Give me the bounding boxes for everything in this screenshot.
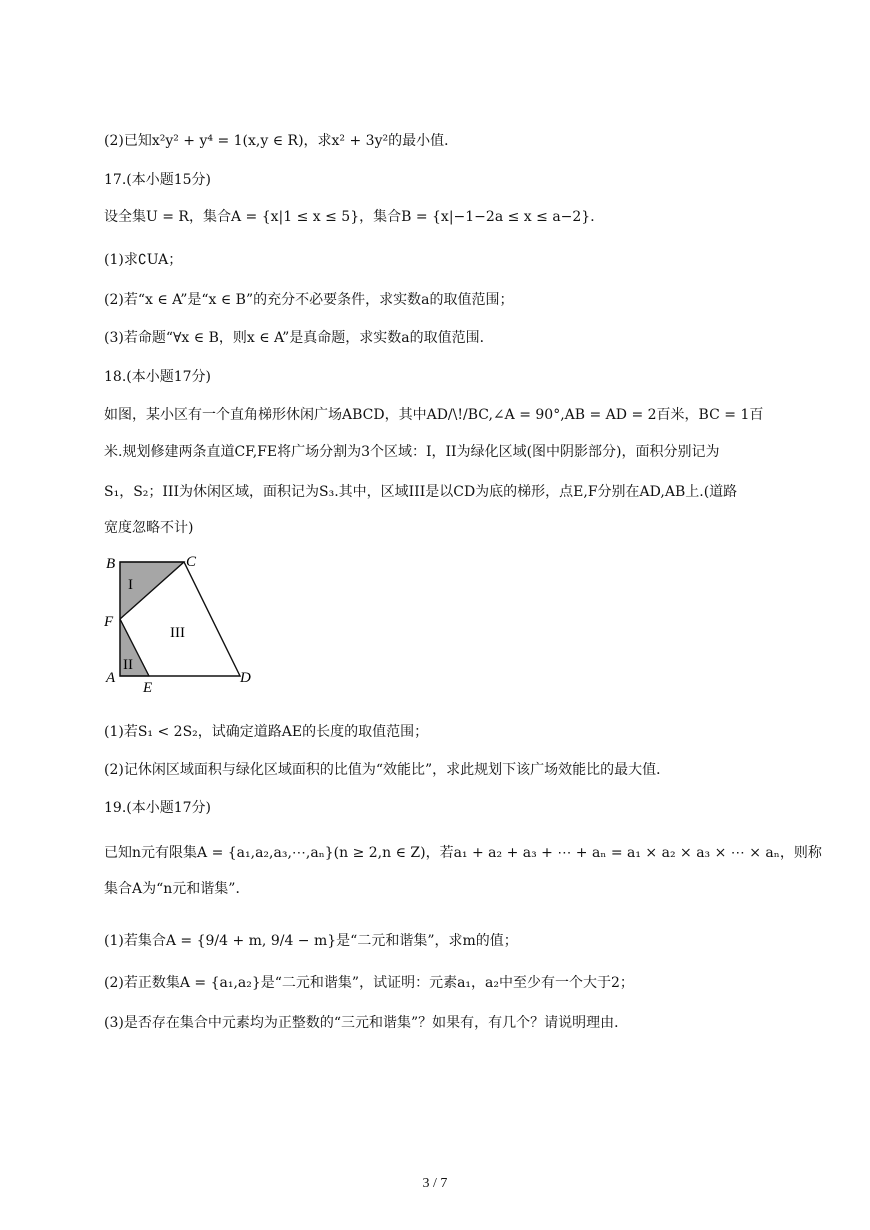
- trapezoid-diagram: [104, 552, 264, 694]
- problem-17-part-1: (1)求∁UA；: [104, 252, 183, 268]
- problem-19-statement-line-2: 集合A为“n元和谐集”．: [104, 881, 250, 897]
- problem-18-statement-line-3: S₁，S₂；III为休闲区域，面积记为S₃.其中，区域III是以CD为底的梯形，点E,F分别在AD,AB上.(道路: [104, 484, 738, 500]
- label-c: C: [186, 554, 197, 570]
- label-d: D: [240, 670, 251, 686]
- label-f: F: [104, 614, 114, 630]
- problem-16-part-2: (2)已知x²y² + y⁴ = 1(x,y ∈ R)，求x² + 3y²的最小值．: [104, 133, 459, 149]
- problem-18-part-1: (1)若S₁ < 2S₂，试确定道路AE的长度的取值范围；: [104, 724, 429, 740]
- problem-18-statement-line-1: 如图，某小区有一个直角梯形休闲广场ABCD，其中AD/\!/BC,∠A = 90°,AB = AD = 2百米，BC = 1百: [104, 407, 764, 423]
- problem-19-part-1: (1)若集合A = {9/4 + m, 9/4 − m}是“二元和谐集”，求m的值；: [104, 933, 518, 949]
- problem-17-part-2: (2)若“x ∈ A”是“x ∈ B”的充分不必要条件，求实数a的取值范围；: [104, 292, 514, 308]
- problem-19-heading: 19.(本小题17分): [104, 800, 212, 816]
- problem-19-part-3: (3)是否存在集合中元素均为正整数的“三元和谐集”？如果有，有几个？请说明理由．: [104, 1015, 629, 1031]
- problem-18-statement-line-4: 宽度忽略不计): [104, 520, 194, 536]
- problem-17-part-3: (3)若命题“∀x ∈ B，则x ∈ A”是真命题，求实数a的取值范围．: [104, 330, 494, 346]
- page-number: 3 / 7: [422, 1176, 448, 1191]
- problem-18-heading: 18.(本小题17分): [104, 369, 212, 385]
- label-e: E: [143, 680, 153, 694]
- problem-17-statement: 设全集U = R，集合A = {x|1 ≤ x ≤ 5}，集合B = {x|−1−2a ≤ x ≤ a−2}．: [104, 209, 605, 225]
- label-b: B: [106, 556, 116, 572]
- label-region-iii: III: [170, 625, 185, 641]
- label-region-ii: II: [123, 657, 133, 673]
- label-a: A: [106, 670, 116, 686]
- problem-19-statement-line-1: 已知n元有限集A = {a₁,a₂,a₃,⋯,aₙ}(n ≥ 2,n ∈ Z)，若a₁ + a₂ + a₃ + ⋯ + aₙ = a₁ × a₂ × a₃ × ⋯ × aₙ，则称: [104, 845, 822, 861]
- problem-18-statement-line-2: 米.规划修建两条直道CF,FE将广场分割为3个区域：I，II为绿化区域(图中阴影部分)，面积分别记为: [104, 444, 720, 460]
- problem-18-part-2: (2)记休闲区域面积与绿化区域面积的比值为“效能比”，求此规划下该广场效能比的最大值．: [104, 762, 671, 778]
- label-region-i: I: [128, 577, 133, 593]
- trapezoid-figure: [104, 552, 264, 694]
- problem-17-heading: 17.(本小题15分): [104, 172, 212, 188]
- problem-19-part-2: (2)若正数集A = {a₁,a₂}是“二元和谐集”，试证明：元素a₁，a₂中至少有一个大于2；: [104, 975, 634, 991]
